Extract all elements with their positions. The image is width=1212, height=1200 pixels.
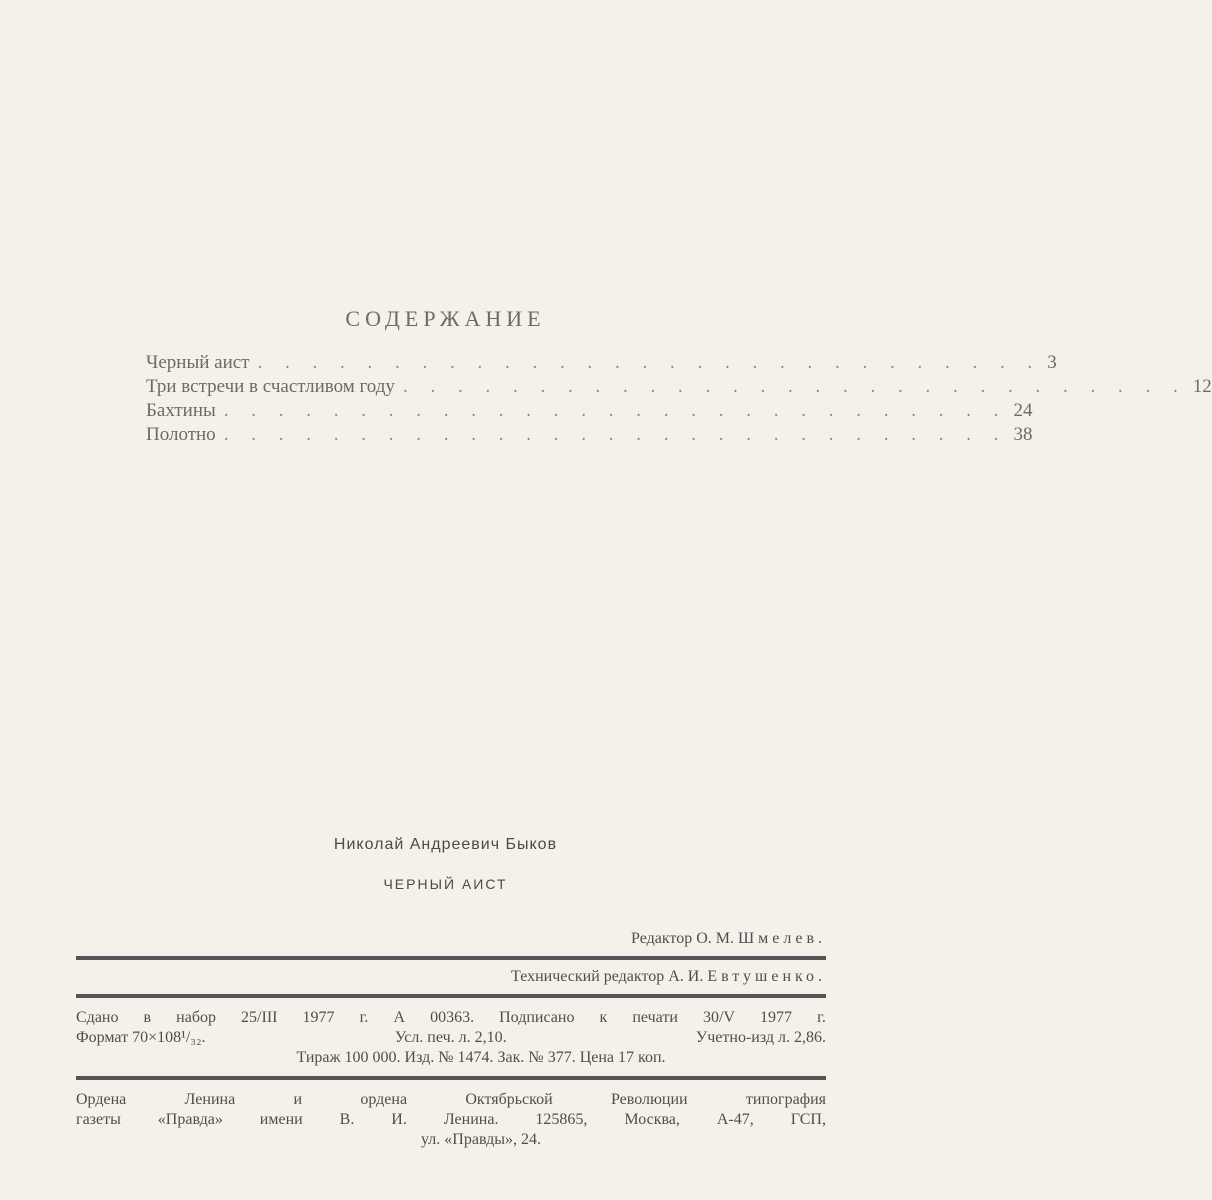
toc-entry [146,376,1212,400]
printer-line [76,1090,826,1110]
toc-entry [146,400,1033,424]
divider [76,1076,826,1080]
printer-info [76,1084,826,1154]
tech-editor-label: Технический редактор А. И. [511,968,704,985]
author-name: Николай Андреевич Быков [333,836,558,853]
word: И. [391,1111,407,1128]
editor-name: Шмелев. [737,930,826,947]
pub-sheets-text: Учетно-изд л. 2,86. [695,1029,826,1046]
word: 25/III [241,1009,278,1026]
word: и [293,1091,303,1108]
word: Москва, [624,1111,680,1128]
dot-leader: . . . . . . . . . . . . . . . . . . . . . . . . . . . . . [402,376,1187,397]
toc-entry-title: Бахтины [146,400,216,421]
divider [76,994,826,998]
word: ордена [360,1091,408,1108]
dot-leader: . . . . . . . . . . . . . . . . . . . . . . . . . . . . . [223,400,1008,421]
word: к [599,1009,608,1026]
word: Октябрьской [465,1091,553,1108]
print-info [76,1002,826,1072]
word: Ленина. [443,1111,499,1128]
word: Ордена [76,1091,127,1108]
toc-entry-title: Черный аист [146,352,250,373]
word: 1977 [760,1009,793,1026]
word: Революции [610,1091,688,1108]
book-title: ЧЕРНЫЙ АИСТ [383,876,508,892]
toc-entry-title: Полотно [146,424,216,445]
printer-line [76,1110,826,1130]
toc-entry-title: Три встречи в счастливом году [146,376,395,397]
printer-line: ул. «Правды», 24. [421,1131,541,1148]
word: В. [339,1111,355,1128]
word: печати [632,1009,678,1026]
imprint-block [76,926,826,1154]
editor-line [76,926,826,952]
word: А-47, [716,1111,754,1128]
divider [76,956,826,960]
word: А [393,1009,405,1026]
word: «Правда» [157,1111,223,1128]
dot-leader: . . . . . . . . . . . . . . . . . . . . . . . . . . . . . [223,424,1008,445]
word: имени [259,1111,303,1128]
toc-entry-page: 12 [1192,376,1212,397]
word: Сдано [76,1009,119,1026]
tech-editor-line [76,964,826,990]
toc-entry-page: 3 [1047,352,1057,373]
toc-entry [146,352,1057,376]
tech-editor-name: Евтушенко. [707,968,826,985]
dot-leader: . . . . . . . . . . . . . . . . . . . . . . . . . . . . . [257,352,1042,373]
table-of-contents [146,352,1212,448]
print-info-line [76,1028,826,1048]
word: 1977 [302,1009,335,1026]
word: 30/V [702,1009,735,1026]
word: ГСП, [790,1111,826,1128]
sheets-text: Усл. печ. л. 2,10. [394,1029,507,1046]
word: 125865, [535,1111,588,1128]
print-info-line [76,1008,826,1028]
format-text: Формат 70×108¹/₃₂. [76,1029,206,1046]
toc-entry-page: 38 [1013,424,1033,445]
word: г. [817,1009,826,1026]
editor-label: Редактор О. М. [631,930,734,947]
word: типография [745,1091,826,1108]
word: г. [359,1009,369,1026]
word: газеты [76,1111,121,1128]
word: набор [176,1009,216,1026]
word: Подписано [499,1009,575,1026]
word: в [143,1009,152,1026]
word: 00363. [430,1009,475,1026]
word: Ленина [184,1091,236,1108]
contents-title: СОДЕРЖАНИЕ [345,306,546,331]
toc-entry-page: 24 [1013,400,1033,421]
toc-entry [146,424,1033,448]
print-info-line: Тираж 100 000. Изд. № 1474. Зак. № 377. Цена 17 коп. [296,1049,666,1066]
